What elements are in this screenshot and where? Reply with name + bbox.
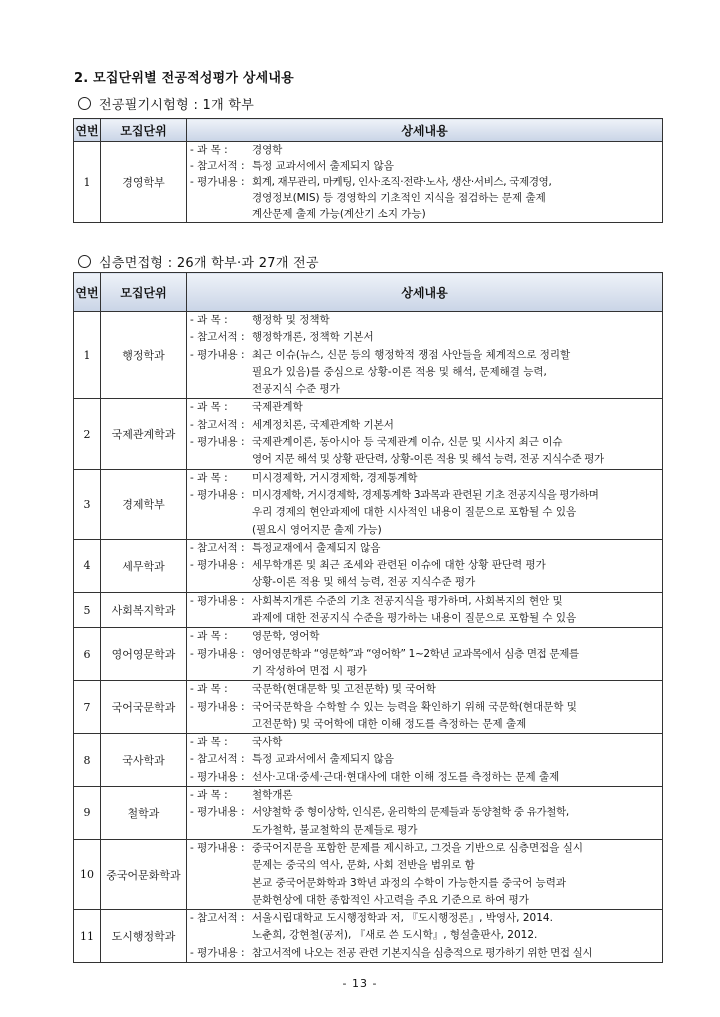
col-header-detail: 상세내용 (187, 273, 663, 312)
table-row (74, 312, 663, 399)
detail-line (190, 857, 658, 874)
detail-text: 문제는 중국의 역사, 문화, 사회 전반을 범위로 함 (252, 859, 475, 872)
table-row (74, 142, 663, 223)
recruitment-unit: 세무학과 (101, 539, 187, 592)
section-title: 2. 모집단위별 전공적성평가 상세내용 (74, 71, 294, 86)
detail-text: 참고서적에 나오는 전공 관련 기본지식을 심층적으로 평가하기 위한 면접 실시 (252, 946, 593, 959)
detail-text: 행정학 및 정책학 (252, 314, 330, 326)
detail-line (190, 381, 658, 398)
detail-text: 필요가 있음)를 중심으로 상황-이론 적용 및 해석, 문제해결 능력, (252, 365, 547, 378)
circle-bullet-icon (78, 97, 91, 110)
row-number: 9 (74, 787, 101, 840)
row-number: 7 (74, 681, 101, 734)
detail-label: - 과 목 : (190, 401, 228, 414)
detail-line (190, 470, 658, 487)
detail-line (190, 190, 658, 206)
table1-subtitle (78, 94, 254, 113)
recruitment-unit: 영어영문학과 (101, 628, 187, 681)
detail-cell (187, 681, 663, 734)
detail-text: 국문학(현대문학 및 고전문학) 및 국어학 (252, 683, 436, 696)
detail-line (190, 787, 658, 804)
detail-line (190, 574, 658, 591)
detail-text: 서양철학 중 형이상학, 인식론, 윤리학의 문제들과 동양철학 중 유가철학, (252, 806, 569, 819)
detail-text: 미시경제학, 거시경제학, 경제통계학 (252, 471, 418, 484)
detail-line (190, 734, 658, 751)
col-header-unit: 모집단위 (101, 273, 187, 312)
detail-label: - 평가내용 : (190, 806, 245, 819)
detail-label: - 참고서적 : (190, 541, 245, 554)
table-row (74, 539, 663, 592)
row-number: 4 (74, 539, 101, 592)
recruitment-unit: 국사학과 (101, 734, 187, 787)
detail-label: - 과 목 : (190, 789, 228, 802)
table2-subtitle-text: 심층면접형 : 26개 학부·과 27개 전공 (99, 256, 319, 271)
row-number: 11 (74, 910, 101, 963)
detail-cell (187, 142, 663, 223)
detail-line (190, 769, 658, 786)
detail-line (190, 364, 658, 381)
detail-text: 국어국문학을 수학할 수 있는 능력을 확인하기 위해 국문학(현대문학 및 (252, 700, 577, 713)
table-row (74, 399, 663, 469)
detail-line (190, 892, 658, 909)
detail-text: 국제관계이론, 동아시아 등 국제관계 이슈, 신문 및 시사지 최근 이슈 (252, 436, 563, 449)
detail-label: - 평가내용 : (190, 770, 245, 783)
detail-text: 회계, 재무관리, 마케팅, 인사·조직·전략·노사, 생산·서비스, 국제경영, (252, 176, 552, 188)
detail-label: - 평가내용 : (190, 647, 245, 660)
detail-line (190, 804, 658, 821)
recruitment-unit: 국제관계학과 (101, 399, 187, 469)
detail-text: 전공지식 수준 평가 (252, 383, 340, 396)
detail-line (190, 593, 658, 610)
recruitment-unit: 국어국문학과 (101, 681, 187, 734)
detail-line (190, 663, 658, 680)
detail-line (190, 610, 658, 627)
detail-label: - 평가내용 : (190, 594, 245, 607)
detail-text: 특정 교과서에서 출제되지 않음 (252, 160, 394, 172)
detail-label: - 평가내용 : (190, 176, 245, 188)
row-number: 3 (74, 469, 101, 539)
table-row (74, 628, 663, 681)
recruitment-unit: 사회복지학과 (101, 592, 187, 628)
detail-label: - 참고서적 : (190, 912, 245, 925)
detail-label: - 참고서적 : (190, 418, 245, 431)
recruitment-unit: 도시행정학과 (101, 910, 187, 963)
detail-text: 기 작성하여 면접 시 평가 (252, 664, 367, 677)
detail-text: 국제관계학 (252, 401, 303, 414)
detail-text: 서울시립대학교 도시행정학과 저, 『도시행정론』, 박영사, 2014. (252, 912, 553, 925)
detail-label: - 과 목 : (190, 471, 228, 484)
col-header-detail: 상세내용 (187, 119, 663, 142)
interview-table (73, 272, 663, 963)
detail-line (190, 399, 658, 416)
detail-line (190, 910, 658, 927)
detail-text: 경영정보(MIS) 등 경영학의 기초적인 지식을 점검하는 문제 출제 (252, 192, 546, 204)
detail-text: 우리 경제의 현안과제에 대한 시사적인 내용이 질문으로 포함될 수 있음 (252, 506, 577, 519)
detail-text: 사회복지개론 수준의 기초 전공지식을 평가하며, 사회복지의 현안 및 (252, 594, 563, 607)
detail-label: - 참고서적 : (190, 753, 245, 766)
detail-cell (187, 539, 663, 592)
table-header-row (74, 273, 663, 312)
detail-text: 철학개론 (252, 789, 293, 802)
detail-text: (필요시 영어지문 출제 가능) (252, 523, 382, 536)
detail-line (190, 451, 658, 468)
detail-line (190, 158, 658, 174)
detail-text: 미시경제학, 거시경제학, 경제통계학 3과목과 관련된 기초 전공지식을 평가하며 (252, 488, 599, 501)
detail-cell (187, 399, 663, 469)
detail-cell (187, 734, 663, 787)
detail-label: - 과 목 : (190, 314, 228, 326)
recruitment-unit: 경제학부 (101, 469, 187, 539)
detail-line (190, 751, 658, 768)
detail-label: - 평가내용 : (190, 436, 245, 449)
detail-label: - 평가내용 : (190, 946, 245, 959)
detail-line (190, 174, 658, 190)
table-row (74, 681, 663, 734)
detail-label: - 과 목 : (190, 736, 228, 749)
detail-label: - 과 목 : (190, 683, 228, 696)
row-number: 1 (74, 312, 101, 399)
detail-line (190, 522, 658, 539)
detail-text: 행정학개론, 정책학 기본서 (252, 331, 374, 344)
table2-subtitle (78, 252, 319, 271)
detail-line (190, 347, 658, 364)
detail-text: 세계정치론, 국제관계학 기본서 (252, 418, 394, 431)
table1-subtitle-text: 전공필기시험형 : 1개 학부 (99, 98, 255, 113)
detail-text: 최근 이슈(뉴스, 신문 등의 행정학적 쟁점 사안들을 체계적으로 정리할 (252, 348, 571, 361)
row-number: 2 (74, 399, 101, 469)
col-header-no: 연번 (74, 273, 101, 312)
detail-cell (187, 592, 663, 628)
detail-text: 선사·고대·중세·근대·현대사에 대한 이해 정도를 측정하는 문제 출제 (252, 770, 560, 783)
detail-line (190, 840, 658, 857)
detail-text: 고전문학) 및 국어학에 대한 이해 정도를 측정하는 문제 출제 (252, 717, 527, 730)
detail-line (190, 822, 658, 839)
row-number: 1 (74, 142, 101, 223)
detail-line (190, 628, 658, 645)
detail-label: - 평가내용 : (190, 488, 245, 501)
detail-text: 국사학 (252, 736, 283, 749)
detail-text: 특정교재에서 출제되지 않음 (252, 541, 381, 554)
detail-line (190, 487, 658, 504)
detail-cell (187, 910, 663, 963)
detail-text: 영어 지문 해석 및 상황 판단력, 상황-이론 적용 및 해석 능력, 전공 지식수준 평가 (252, 453, 604, 466)
detail-line (190, 927, 658, 944)
detail-label: - 과 목 : (190, 144, 228, 156)
page-number: - 13 - (342, 977, 378, 990)
detail-cell (187, 787, 663, 840)
detail-cell (187, 839, 663, 909)
detail-line (190, 142, 658, 158)
detail-label: - 참고서적 : (190, 331, 245, 344)
detail-line (190, 716, 658, 733)
table-row (74, 839, 663, 909)
detail-text: 계산문제 출제 가능(계산기 소지 가능) (252, 208, 426, 220)
detail-line (190, 504, 658, 521)
circle-bullet-icon (78, 255, 91, 268)
table-row (74, 592, 663, 628)
table-header-row (74, 119, 663, 142)
detail-text: 영어영문학과 “영문학”과 “영어학” 1~2학년 교과목에서 심층 면접 문제를 (252, 647, 579, 660)
recruitment-unit: 철학과 (101, 787, 187, 840)
detail-line (190, 417, 658, 434)
detail-label: - 평가내용 : (190, 559, 245, 572)
detail-line (190, 681, 658, 698)
written-exam-table (73, 118, 663, 223)
detail-line (190, 540, 658, 557)
detail-cell (187, 469, 663, 539)
detail-text: 도가철학, 불교철학의 문제들로 평가 (252, 823, 418, 836)
detail-line (190, 557, 658, 574)
detail-text: 중국어지문을 포함한 문제를 제시하고, 그것을 기반으로 심층면접을 실시 (252, 841, 583, 854)
row-number: 10 (74, 839, 101, 909)
detail-label: - 평가내용 : (190, 348, 245, 361)
detail-label: - 과 목 : (190, 630, 228, 643)
table-row (74, 734, 663, 787)
row-number: 5 (74, 592, 101, 628)
detail-text: 상황-이론 적용 및 해석 능력, 전공 지식수준 평가 (252, 576, 476, 589)
recruitment-unit: 경영학부 (101, 142, 187, 223)
table-row (74, 469, 663, 539)
detail-text: 문화현상에 대한 종합적인 사고력을 주요 기준으로 하여 평가 (252, 893, 529, 906)
detail-line (190, 646, 658, 663)
table-row (74, 787, 663, 840)
detail-line (190, 329, 658, 346)
detail-text: 특정 교과서에서 출제되지 않음 (252, 753, 394, 766)
detail-label: - 평가내용 : (190, 841, 245, 854)
detail-text: 세무학개론 및 최근 조세와 관련된 이슈에 대한 상황 판단력 평가 (252, 559, 546, 572)
detail-label: - 참고서적 : (190, 160, 245, 172)
detail-label: - 평가내용 : (190, 700, 245, 713)
detail-line (190, 312, 658, 329)
row-number: 8 (74, 734, 101, 787)
row-number: 6 (74, 628, 101, 681)
detail-text: 경영학 (252, 144, 283, 156)
detail-line (190, 206, 658, 222)
detail-line (190, 875, 658, 892)
detail-text: 본교 중국어문화학과 3학년 과정의 수학이 가능한지를 중국어 능력과 (252, 876, 567, 889)
recruitment-unit: 행정학과 (101, 312, 187, 399)
detail-line (190, 699, 658, 716)
detail-cell (187, 312, 663, 399)
detail-line (190, 945, 658, 962)
detail-text: 과제에 대한 전공지식 수준을 평가하는 내용이 질문으로 포함될 수 있음 (252, 612, 577, 625)
table-row (74, 910, 663, 963)
detail-cell (187, 628, 663, 681)
detail-text: 노춘희, 강현철(공저), 『새로 쓴 도시학』, 형설출판사, 2012. (252, 929, 538, 942)
detail-line (190, 434, 658, 451)
detail-text: 영문학, 영어학 (252, 630, 320, 643)
col-header-unit: 모집단위 (101, 119, 187, 142)
recruitment-unit: 중국어문화학과 (101, 839, 187, 909)
col-header-no: 연번 (74, 119, 101, 142)
